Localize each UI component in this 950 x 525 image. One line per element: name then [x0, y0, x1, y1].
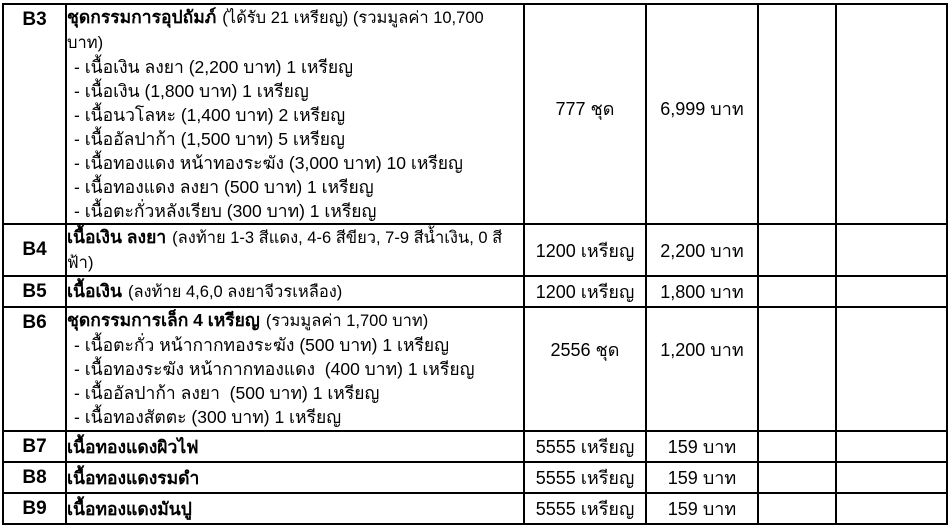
item-code: B6	[3, 307, 66, 431]
pricing-table	[2, 3, 948, 525]
document-page	[0, 3, 950, 519]
empty-cell-2	[836, 307, 947, 431]
quantity-cell: 5555 เหรียญ	[524, 493, 646, 524]
empty-cell-1	[758, 276, 836, 307]
price-cell: 1,800 บาท	[646, 276, 758, 307]
table-row-b5	[3, 276, 947, 307]
description-cell	[66, 493, 524, 524]
empty-cell-2	[836, 224, 947, 276]
item-note: (ได้รับ 21 เหรียญ) (รวมมูลค่า 10,700 บาท)	[67, 9, 489, 52]
description-cell	[66, 462, 524, 493]
price-cell: 2,200 บาท	[646, 224, 758, 276]
item-note: (ลงท้าย 1-3 สีแดง, 4-6 สีขียว, 7-9 สีน้ำเงิน, 0 สีฟ้า)	[67, 229, 503, 272]
quantity-cell: 5555 เหรียญ	[524, 431, 646, 462]
item-line: - เนื้อตะกั่ว หน้ากากทองระฆัง (500 บาท) 1 เหรียญ	[74, 335, 450, 355]
empty-cell-1	[758, 307, 836, 431]
price-cell	[646, 307, 758, 431]
empty-cell-1	[758, 493, 836, 524]
item-note: (ลงท้าย 4,6,0 ลงยาจีวรเหลือง)	[127, 283, 343, 301]
table-row-b9	[3, 493, 947, 524]
empty-cell-2	[836, 276, 947, 307]
quantity-cell: 5555 เหรียญ	[524, 462, 646, 493]
empty-cell-2	[836, 493, 947, 524]
table-row-b3	[3, 4, 947, 224]
item-line: - เนื้อเงิน ลงยา (2,200 บาท) 1 เหรียญ	[74, 57, 354, 77]
item-title: ชุดกรรมการอุปถัมภ์	[67, 7, 217, 27]
price-cell: 159 บาท	[646, 431, 758, 462]
quantity-cell	[524, 307, 646, 431]
price-value: 6,999 บาท	[660, 98, 744, 119]
empty-cell-1	[758, 462, 836, 493]
item-line: - เนื้อตะกั่วหลังเรียบ (300 บาท) 1 เหรียญ	[74, 201, 377, 221]
item-line: - เนื้อทองสัตตะ (300 บาท) 1 เหรียญ	[74, 407, 342, 427]
quantity-value: 777 ชุด	[555, 98, 615, 119]
description-cell	[66, 224, 524, 276]
item-code: B7	[3, 431, 66, 462]
table-row-b7	[3, 431, 947, 462]
item-title-line	[67, 5, 523, 55]
empty-cell-1	[758, 4, 836, 224]
item-code: B3	[3, 4, 66, 224]
item-code: B9	[3, 493, 66, 524]
item-line: - เนื้อนวโลหะ (1,400 บาท) 2 เหรียญ	[74, 105, 346, 125]
price-value: 1,200 บาท	[660, 339, 744, 360]
quantity-cell: 1200 เหรียญ	[524, 276, 646, 307]
item-line: - เนื้อทองแดง ลงยา (500 บาท) 1 เหรียญ	[74, 177, 374, 197]
table-row-b8	[3, 462, 947, 493]
item-title-line	[67, 466, 523, 490]
empty-cell-2	[836, 431, 947, 462]
item-code: B4	[3, 224, 66, 276]
item-title-line	[67, 279, 523, 304]
quantity-cell	[524, 4, 646, 224]
item-title: ชุดกรรมการเล็ก 4 เหรียญ	[67, 310, 260, 330]
table-row-b6	[3, 307, 947, 431]
empty-cell-1	[758, 224, 836, 276]
item-line: - เนื้อเงิน (1,800 บาท) 1 เหรียญ	[74, 81, 309, 101]
price-cell	[646, 4, 758, 224]
item-title-line	[67, 308, 523, 333]
item-note: (รวมมูลค่า 1,700 บาท)	[265, 312, 429, 330]
item-line: - เนื้อทองระฆัง หน้ากากทองแดง (400 บาท) 1 เหรียญ	[74, 359, 475, 379]
price-cell: 159 บาท	[646, 493, 758, 524]
empty-cell-2	[836, 4, 947, 224]
item-title: เนื้อทองแดงรมดำ	[67, 467, 200, 488]
item-title-line	[67, 435, 523, 459]
quantity-value: 2556 ชุด	[550, 339, 620, 360]
item-title: เนื้อทองแดงผิวไฟ	[67, 436, 199, 457]
description-cell	[66, 431, 524, 462]
price-cell: 159 บาท	[646, 462, 758, 493]
item-code: B8	[3, 462, 66, 493]
item-title: เนื้อทองแดงมันปู	[67, 498, 192, 519]
table-row-b4	[3, 224, 947, 276]
item-line: - เนื้อทองแดง หน้าทองระฆัง (3,000 บาท) 10 เหรียญ	[74, 153, 463, 173]
item-title-line	[67, 497, 523, 521]
item-line: - เนื้ออัลปาก้า (1,500 บาท) 5 เหรียญ	[74, 129, 345, 149]
item-title-line	[67, 225, 523, 275]
description-cell	[66, 307, 524, 431]
item-title: เนื้อเงิน	[67, 281, 122, 301]
item-line: - เนื้ออัลปาก้า ลงยา (500 บาท) 1 เหรียญ	[74, 383, 380, 403]
description-cell	[66, 276, 524, 307]
item-title: เนื้อเงิน ลงยา	[67, 227, 167, 247]
quantity-cell: 1200 เหรียญ	[524, 224, 646, 276]
empty-cell-2	[836, 462, 947, 493]
description-cell	[66, 4, 524, 224]
item-code: B5	[3, 276, 66, 307]
empty-cell-1	[758, 431, 836, 462]
